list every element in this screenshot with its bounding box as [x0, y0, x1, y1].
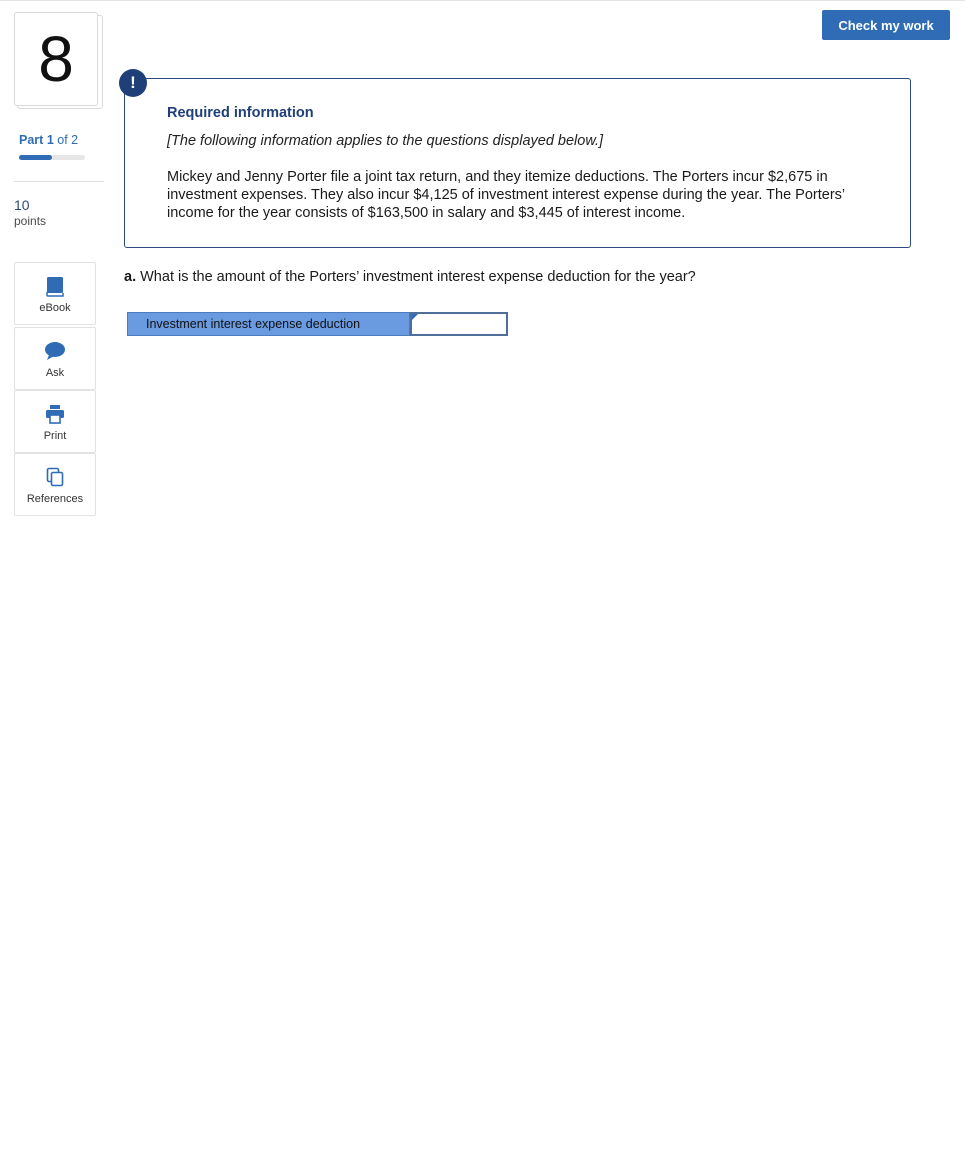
input-flag-marker	[412, 314, 418, 320]
points-label: points	[14, 214, 47, 228]
check-my-work-button[interactable]: Check my work	[822, 10, 950, 40]
required-info-subtitle: [The following information applies to the questions displayed below.]	[167, 133, 604, 149]
ebook-label: eBook	[39, 302, 71, 314]
ebook-button[interactable]	[14, 262, 96, 325]
references-button[interactable]	[14, 453, 96, 516]
part-current: 1	[46, 133, 54, 147]
required-information-box	[124, 78, 911, 248]
top-rule	[0, 0, 965, 1]
required-info-body: Mickey and Jenny Porter file a joint tax return, and they itemize deductions. The Porters incur $2,675 in investment expenses. They also incur $4,125 of investment interest expense during the year. The Porters’ income for the year consists of $163,500 in salary and $3,445 of interest income.	[167, 169, 845, 221]
question-text	[124, 269, 696, 285]
printer-icon	[45, 404, 65, 424]
chat-bubble-icon	[44, 341, 66, 361]
print-label: Print	[43, 430, 67, 442]
print-button[interactable]	[14, 390, 96, 453]
part-total: of 2	[57, 133, 79, 147]
investment-interest-deduction-input[interactable]	[410, 312, 508, 336]
references-label: References	[26, 493, 84, 505]
question-prefix: a.	[124, 269, 137, 285]
question-number: 8	[14, 12, 98, 106]
ask-button[interactable]	[14, 327, 96, 390]
points-value: 10	[14, 197, 30, 213]
copy-documents-icon	[46, 467, 64, 487]
part-progress-bar	[19, 155, 85, 160]
book-icon	[46, 276, 64, 297]
required-info-title: Required information	[167, 105, 314, 121]
part-progress-fill	[19, 155, 52, 160]
ask-label: Ask	[45, 367, 65, 379]
answer-row-label: Investment interest expense deduction	[127, 312, 410, 336]
part-prefix: Part	[19, 133, 44, 147]
question-number-card	[14, 12, 102, 108]
question-body: What is the amount of the Porters’ investment interest expense deduction for the year?	[140, 269, 696, 285]
sidebar-divider	[14, 181, 104, 182]
alert-icon: !	[119, 69, 147, 97]
part-indicator	[19, 133, 78, 147]
